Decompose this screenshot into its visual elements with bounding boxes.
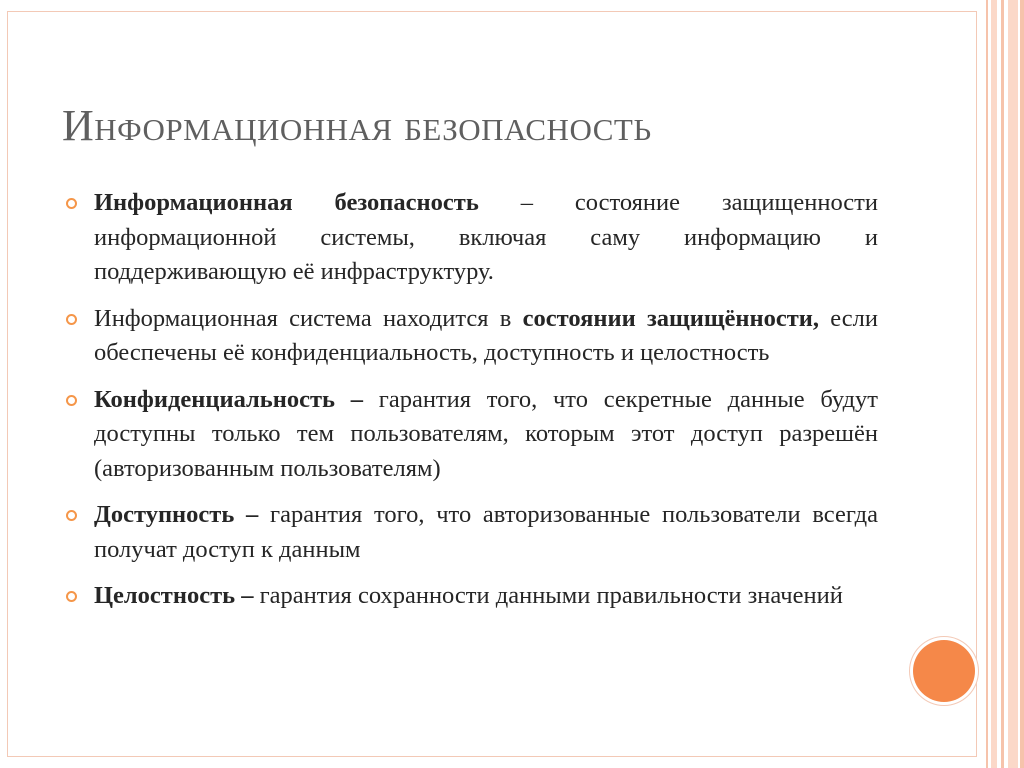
bullet-text: гарантия того, что авторизованные пользователи всегда получат доступ к данным [94,501,878,563]
bullet-item [66,302,878,371]
bullet-list [66,186,878,626]
bullet-marker-icon [66,198,77,209]
bullet-term: состоянии защищённости, [522,304,820,332]
decor-circle [913,640,975,702]
bullet-term: Целостность – [94,582,254,609]
bullet-item [66,186,878,290]
bullet-term: Доступность – [94,501,259,528]
decor-stripe [991,0,997,768]
bullet-text: гарантия того, что секретные данные будут доступны только тем пользователям, которым этот доступ разрешён (авторизованным пользователям) [94,385,879,482]
decor-stripe [1001,0,1004,768]
bullet-text: – состояние защищенности информационной системы, включая саму информацию и поддерживающую её инфраструктуру. [94,189,878,285]
bullet-item [66,383,878,487]
bullet-text: Информационная система находится в [94,304,523,332]
bullet-term: Информационная безопасность [94,189,479,216]
bullet-marker-icon [66,314,77,325]
bullet-term: Конфиденциальность – [94,385,364,413]
bullet-marker-icon [66,591,77,602]
decor-stripe [1008,0,1018,768]
bullet-item [66,579,878,614]
bullet-text: если обеспечены её конфиденциальность, доступность и целостность [94,304,879,366]
bullet-marker-icon [66,395,77,406]
bullet-item [66,498,878,567]
bullet-text: гарантия сохранности данными правильности значений [253,582,843,609]
slide-title: Информационная безопасность [62,101,652,150]
decor-stripe [1020,0,1024,768]
decor-stripe [986,0,988,768]
bullet-marker-icon [66,510,77,521]
